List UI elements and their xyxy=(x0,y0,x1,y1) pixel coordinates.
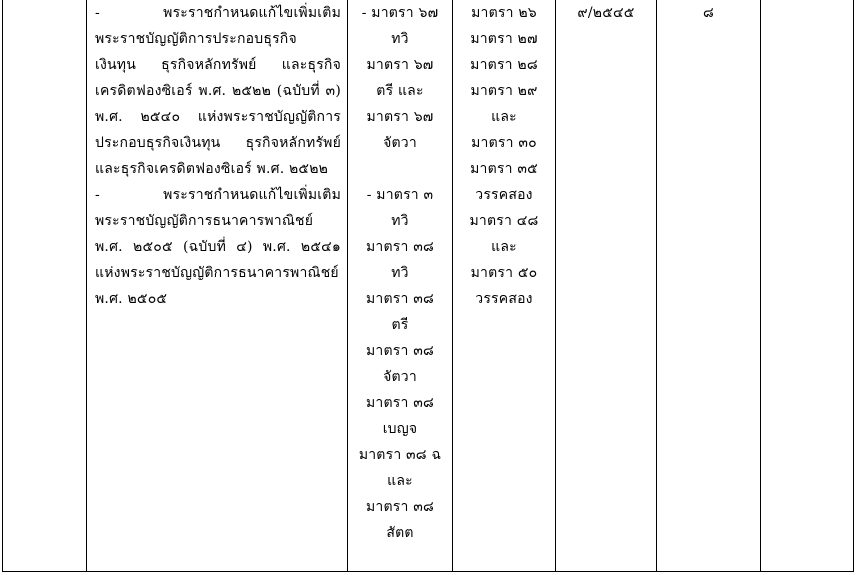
law-text-line: พระราชบัญญัติการธนาคารพาณิชย์ xyxy=(95,213,314,229)
law-text-line: พระราชบัญญัติการประกอบธุรกิจ xyxy=(95,31,297,47)
new-section-line: - มาตรา ๖๗ xyxy=(361,5,439,21)
new-section-line: ตรี xyxy=(391,317,409,333)
new-section-cell xyxy=(348,0,452,572)
old-section-cell xyxy=(453,0,555,572)
new-section-line: เบญจ xyxy=(382,421,418,437)
law-table xyxy=(2,0,854,572)
law-text-line: - พระราชกำหนดแก้ไขเพิ่มเติม xyxy=(95,5,341,21)
date-value: ๙/๒๕๔๕ xyxy=(577,5,635,21)
new-section-line: ทวิ xyxy=(391,31,409,47)
law-text-line: แห่งพระราชบัญญัติการธนาคารพาณิชย์ xyxy=(95,265,339,281)
law-text-line: เครดิตฟองซิเอร์ พ.ศ. ๒๕๒๒ (ฉบับที่ ๓) xyxy=(95,83,341,99)
law-text-line: - พระราชกำหนดแก้ไขเพิ่มเติม xyxy=(95,187,341,203)
new-section-line: และ xyxy=(387,473,413,489)
new-section-line: มาตรา ๖๗ xyxy=(366,57,434,73)
new-section-line: มาตรา ๖๗ xyxy=(366,109,434,125)
new-section-line: มาตรา ๓๘ xyxy=(366,291,434,307)
old-section-line: และ xyxy=(491,109,517,125)
old-section-line: มาตรา ๒๗ xyxy=(470,31,538,47)
table-border-right xyxy=(853,0,854,572)
new-section-line: มาตรา ๓๘ xyxy=(366,395,434,411)
old-section-line: วรรคสอง xyxy=(475,291,533,307)
date-cell xyxy=(556,0,656,572)
new-section-line: - มาตรา ๓ xyxy=(366,187,434,203)
law-text-line: ประกอบธุรกิจเงินทุน ธุรกิจหลักทรัพย์ xyxy=(95,135,341,151)
law-text-line: พ.ศ. ๒๕๐๕ (ฉบับที่ ๔) พ.ศ. ๒๕๔๑ xyxy=(95,239,341,255)
law-text-line: เงินทุน ธุรกิจหลักทรัพย์ และธุรกิจ xyxy=(95,57,341,73)
old-section-line: มาตรา ๒๙ xyxy=(470,83,538,99)
new-section-line: จัตวา xyxy=(383,135,417,151)
count-cell xyxy=(657,0,760,572)
count-value: ๘ xyxy=(702,5,714,21)
new-section-line: มาตรา ๓๘ ฉ xyxy=(358,447,442,463)
new-section-line: ตรี และ xyxy=(376,83,424,99)
new-section-line: สัตต xyxy=(386,525,414,541)
new-section-line: จัตวา xyxy=(383,369,417,385)
old-section-line: มาตรา ๒๖ xyxy=(471,5,537,21)
law-text-line: พ.ศ. ๒๕๔๐ แห่งพระราชบัญญัติการ xyxy=(95,109,341,125)
old-section-line: มาตรา ๓๐ xyxy=(471,135,537,151)
new-section-line: มาตรา ๓๘ xyxy=(366,499,434,515)
new-section-line: ทวิ xyxy=(391,213,409,229)
empty-cell xyxy=(761,0,853,572)
law-text-line: และธุรกิจเครดิตฟองซิเอร์ พ.ศ. ๒๕๒๒ xyxy=(95,161,329,177)
old-section-line: มาตรา ๒๘ xyxy=(470,57,538,73)
old-section-line: มาตรา ๓๕ xyxy=(470,161,538,177)
law-text-cell xyxy=(87,0,347,572)
new-section-line: ทวิ xyxy=(391,265,409,281)
new-section-line: มาตรา ๓๘ xyxy=(366,343,434,359)
old-section-line: มาตรา ๔๘ xyxy=(469,213,539,229)
old-section-line: มาตรา ๕๐ xyxy=(470,265,538,281)
empty-cell xyxy=(3,0,86,572)
new-section-line: มาตรา ๓๘ xyxy=(366,239,434,255)
law-text-line: พ.ศ. ๒๕๐๕ xyxy=(95,291,168,307)
old-section-line: วรรคสอง xyxy=(475,187,533,203)
old-section-line: และ xyxy=(491,239,517,255)
new-section-line xyxy=(348,156,452,182)
